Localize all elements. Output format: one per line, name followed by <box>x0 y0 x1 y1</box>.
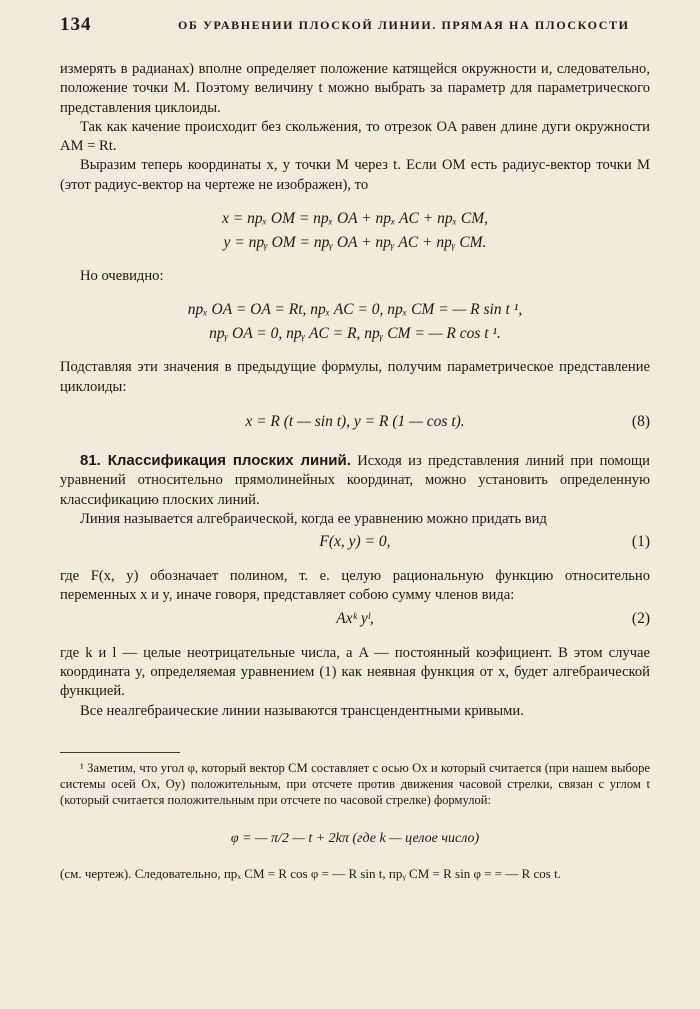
equation-polynomial-text: F(x, y) = 0, <box>319 533 391 551</box>
equation-y-projection: y = прᵧ OM = прᵧ OA + прᵧ AC + прᵧ CM. <box>223 234 487 252</box>
running-title: ОБ УРАВНЕНИИ ПЛОСКОЙ ЛИНИИ. ПРЯМАЯ НА ПЛОСКОСТИ <box>178 18 630 32</box>
paragraph-3: Выразим теперь координаты x, y точки M через t. Если OM есть радиус-вектор точки M (этот радиус-вектор на чертеже не изображен), то <box>60 157 650 193</box>
section-text-4: где k и l — целые неотрицательные числа, а A — постоянный коэфициент. В этом случае координата y, определяемая уравнением (1) как неявная функция от x, будет алгебраической функцией. <box>60 644 650 700</box>
section-81 <box>60 451 650 510</box>
footnote-tail: (см. чертеж). Следовательно, прₓ CM = R cos φ = — R sin t, прᵧ CM = R sin φ = = — R cos t. <box>60 865 561 881</box>
equation-cycloid-text: x = R (t — sin t), y = R (1 — cos t). <box>245 412 465 430</box>
footnote-equation: φ = — π/2 — t + 2kπ (где k — целое число) <box>230 830 480 846</box>
paragraph-5: Подставляя эти значения в предыдущие формулы, получим параметрическое представление циклоиды: <box>60 359 650 395</box>
section-text-1: Исходя из представления линий при помощи уравнений относительно прямолинейных координат, можно установить определенную классификацию плоских линий. <box>60 452 650 508</box>
equation-number-2: (2) <box>631 609 650 627</box>
equation-number-1: (1) <box>631 533 650 551</box>
paragraph-4: Но очевидно: <box>80 268 164 285</box>
equation-projections-y: прᵧ OA = 0, прᵧ AC = R, прᵧ CM = — R cos t ¹. <box>209 325 501 343</box>
paragraph-2: Так как качение происходит без скольжения, то отрезок OA равен длине дуги окружности AM = Rt. <box>60 118 650 155</box>
equation-projections-x: прₓ OA = OA = Rt, прₓ AC = 0, прₓ CM = — R sin t ¹, <box>187 301 523 319</box>
page-number: 134 <box>60 14 92 35</box>
footnote-text: ¹ Заметим, что угол φ, который вектор CM составляет с осью Ox и который считается (при нашем выборе системы осей Ox, Oy) положительным, при отсчете против движения часовой стрелки, связан с углом t (который считается положительным при отсчете по часовой стрелке) формулой: <box>60 761 650 808</box>
equation-cycloid <box>60 409 650 435</box>
section-text-2: Линия называется алгебраической, когда ее уравнению можно придать вид <box>80 510 547 527</box>
equation-polynomial <box>60 529 650 555</box>
equation-term-text: Axᵏ yˡ, <box>336 609 374 627</box>
page-header <box>60 14 660 40</box>
section-text-5: Все неалгебраические линии называются трансцендентными кривыми. <box>80 702 524 719</box>
paragraph-1: измерять в радианах) вполне определяет положение катящейся окружности и, следовательно, положение точки M. Поэтому величину t можно выбрать за параметр для параметрического представления циклоиды. <box>60 61 650 116</box>
equation-number-8: (8) <box>631 412 650 430</box>
footnote-divider <box>60 752 180 753</box>
equation-x-projection: x = прₓ OM = прₓ OA + прₓ AC + прₓ CM, <box>222 210 488 228</box>
main-text <box>60 60 650 721</box>
section-text-3: где F(x, y) обозначает полином, т. е. целую рациональную функцию относительно переменных x и y, иначе говоря, представляет собою сумму членов вида: <box>60 568 650 604</box>
footnote <box>60 760 650 882</box>
section-title: 81. Классификация плоских линий. <box>80 451 351 469</box>
equation-term <box>60 606 650 632</box>
